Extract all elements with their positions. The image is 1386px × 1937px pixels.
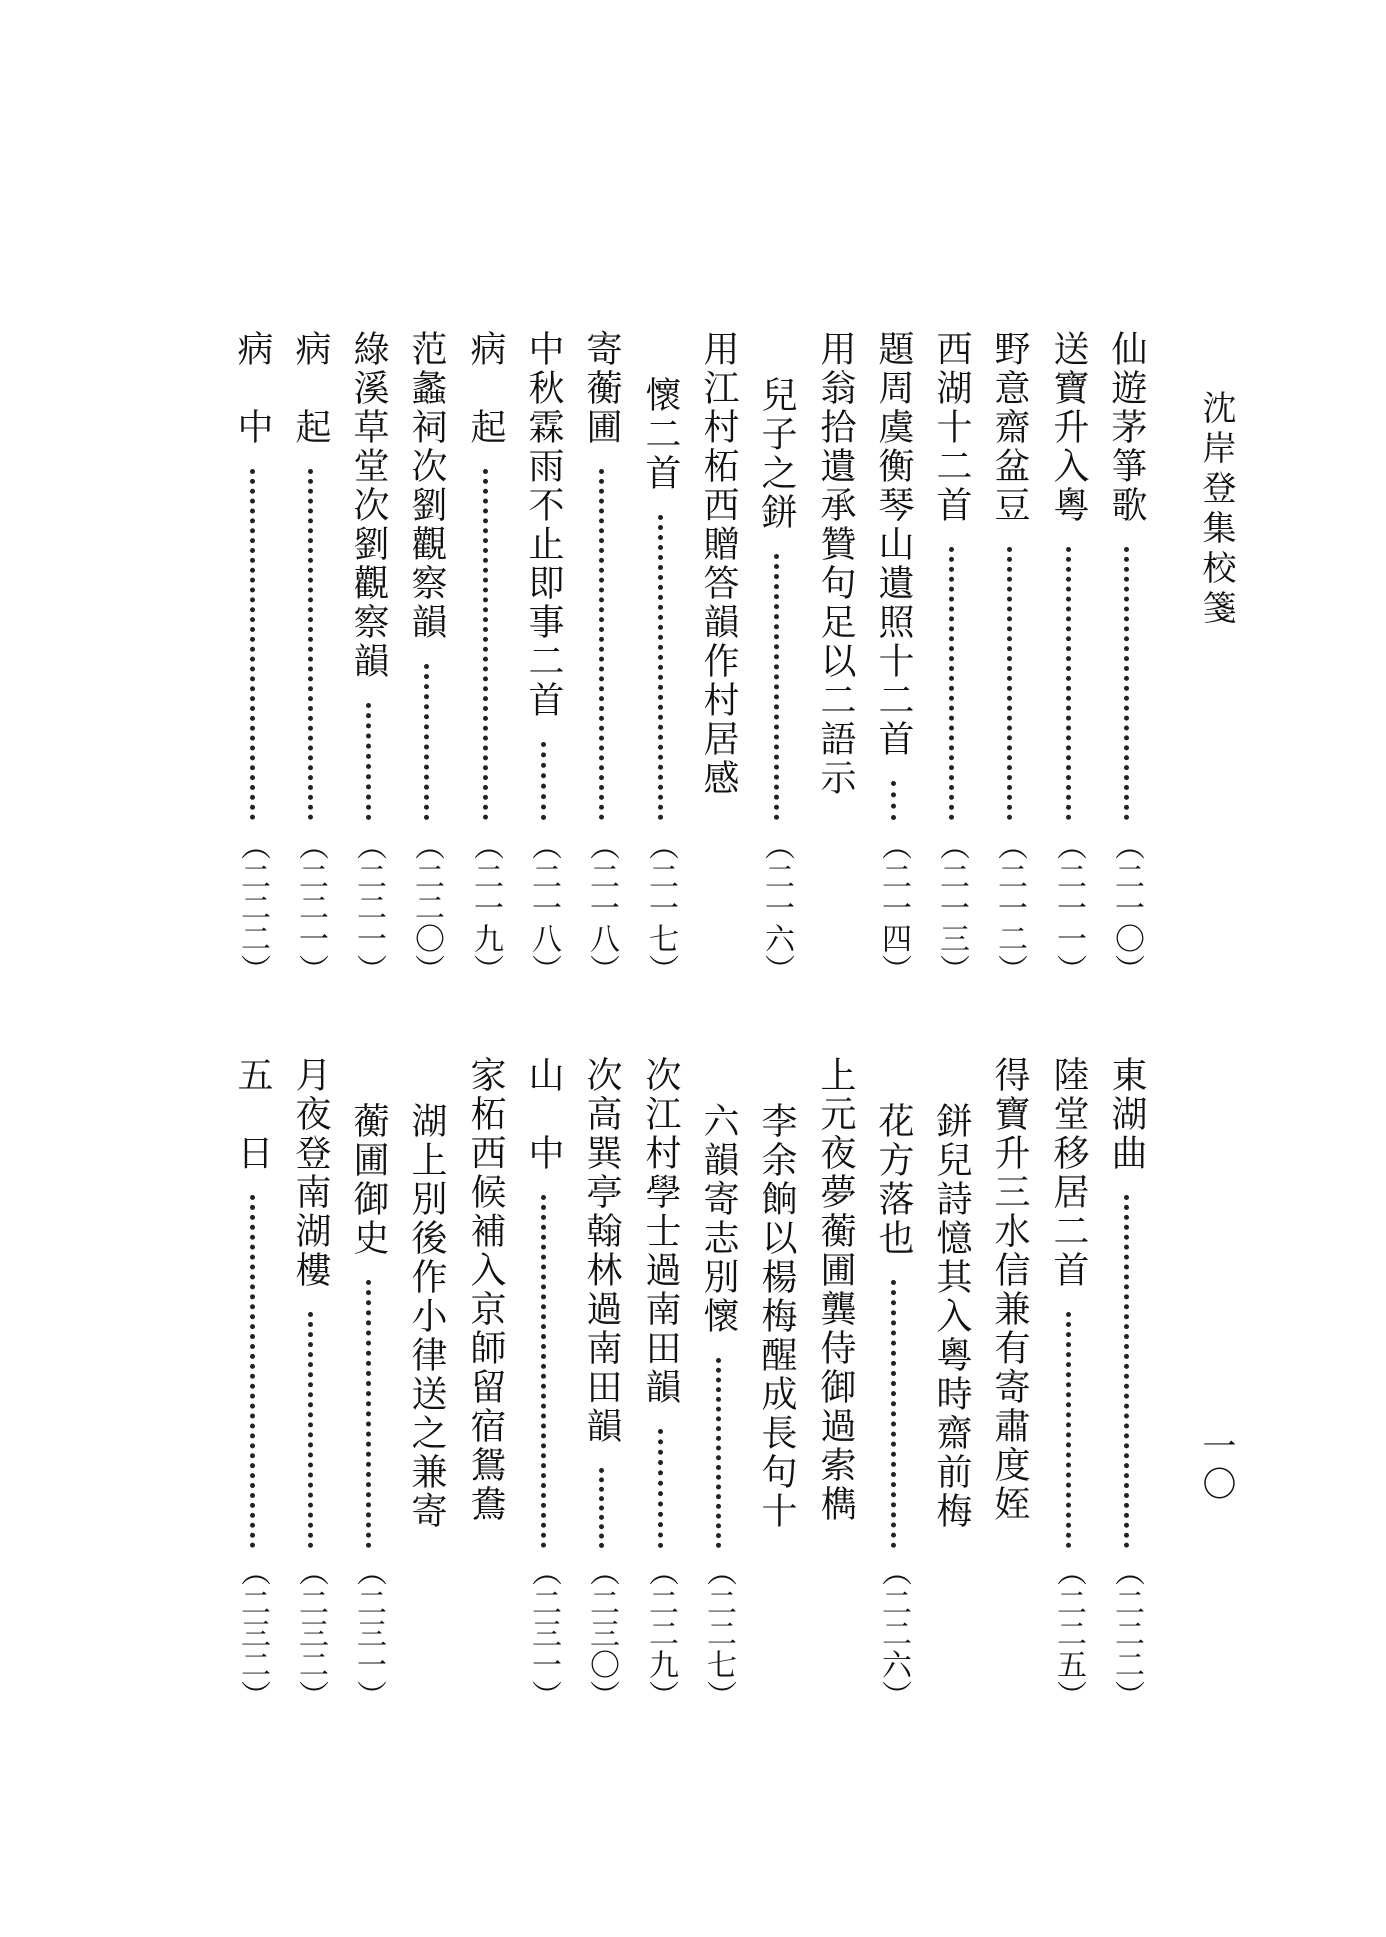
toc-entry	[340, 1056, 396, 1258]
toc-entry	[981, 1056, 1037, 1524]
toc-entry-title: 鉼兒詩憶其入粵時齋前梅	[931, 1102, 972, 1531]
toc-page-number: （二一六）	[759, 830, 794, 985]
toc-entry	[923, 330, 979, 525]
toc-entry-title: 仙遊茅箏歌	[1106, 330, 1147, 525]
toc-entry	[398, 330, 454, 642]
toc-page-number: （二二〇）	[409, 830, 444, 985]
toc-entry	[865, 1056, 921, 1258]
toc-leader-dots	[366, 1280, 422, 1548]
toc-entry-title: 陸堂移居二首	[1048, 1056, 1089, 1290]
toc-leader-dots	[541, 1195, 597, 1548]
toc-entry-title: 懷二首	[640, 376, 681, 493]
toc-entry	[1040, 330, 1096, 525]
toc-entry-title: 送寶升入粵	[1048, 330, 1089, 525]
toc-page-number: （二二五）	[1051, 1556, 1086, 1711]
toc-leader-dots	[1066, 547, 1122, 820]
toc-page-number: （二二九）	[643, 1556, 678, 1711]
toc-entry-title: 寄蘅圃	[581, 330, 622, 447]
toc-page-number: （二二一）	[351, 830, 386, 985]
toc-entry-title: 五 日	[232, 1056, 273, 1173]
toc-entry	[282, 330, 338, 447]
toc-entry	[457, 330, 513, 447]
toc-leader-dots	[949, 547, 1005, 820]
toc-entry	[748, 330, 804, 532]
toc-entry-title: 花方落也	[873, 1102, 914, 1258]
toc-leader-dots	[774, 554, 830, 820]
toc-leader-dots	[1066, 1312, 1122, 1548]
toc-page-number: （二一三）	[934, 830, 969, 985]
toc-entry-title: 得寶升三水信兼有寄肅度姪	[989, 1056, 1030, 1524]
toc-page-number: （二一七）	[643, 830, 678, 985]
toc-entry-title: 蘅圃御史	[348, 1102, 389, 1258]
toc-entry-title: 用翁拾遺承贊句足以二語示	[815, 330, 856, 798]
toc-page-number: （二一二）	[992, 830, 1027, 985]
toc-leader-dots	[891, 781, 947, 820]
toc-entry	[981, 330, 1037, 525]
toc-entry	[457, 1056, 513, 1524]
toc-entry	[573, 330, 629, 447]
toc-entry-title: 題周虞衡琴山遺照十二首	[873, 330, 914, 759]
toc-entry	[690, 1056, 746, 1336]
toc-entry	[515, 1056, 571, 1173]
toc-entry-title: 家柘西候補入京師留宿鴛鴦	[465, 1056, 506, 1524]
running-title: 沈岸登集校箋	[1196, 390, 1236, 630]
toc-leader-dots	[308, 469, 364, 820]
toc-entry-title: 西湖十二首	[931, 330, 972, 525]
toc-entry-title: 兒子之鉼	[756, 376, 797, 532]
toc-entry-title: 湖上別後作小律送之兼寄	[406, 1102, 447, 1531]
toc-leader-dots	[541, 742, 597, 820]
toc-entry-title: 六韻寄志別懷	[698, 1102, 739, 1336]
toc-page-number: （二一八）	[526, 830, 561, 985]
toc-entry-title: 月夜登南湖樓	[290, 1056, 331, 1290]
toc-page-number: （二二六）	[876, 1556, 911, 1711]
toc-leader-dots	[658, 515, 714, 820]
toc-entry	[1040, 1056, 1096, 1290]
toc-entry	[1098, 1056, 1154, 1173]
toc-entry-title: 東湖曲	[1106, 1056, 1147, 1173]
toc-leader-dots	[1007, 547, 1063, 820]
toc-entry-title: 李余餉以楊梅醒成長句十	[756, 1102, 797, 1531]
toc-page-number: （二三一）	[526, 1556, 561, 1711]
toc-leader-dots	[424, 664, 480, 820]
toc-entry	[224, 330, 280, 447]
toc-leader-dots	[1124, 1195, 1180, 1548]
toc-leader-dots	[891, 1280, 947, 1548]
toc-entry-title: 次江村學士過南田韻	[640, 1056, 681, 1407]
toc-page-number: （二二一）	[293, 830, 328, 985]
toc-leader-dots	[483, 469, 539, 820]
toc-leader-dots	[599, 1468, 655, 1548]
toc-entry	[1098, 330, 1154, 525]
toc-leader-dots	[599, 469, 655, 820]
toc-entry	[224, 1056, 280, 1173]
toc-entry-title: 范蠡祠次劉觀察韻	[406, 330, 447, 642]
toc-leader-dots	[366, 703, 422, 820]
toc-page-number: （二三一）	[351, 1556, 386, 1711]
toc-page-number: （二二二）	[1109, 1556, 1144, 1711]
toc-page-number: （二二七）	[701, 1556, 736, 1711]
toc-entry	[865, 330, 921, 759]
toc-page-number: （二三〇）	[584, 1556, 619, 1711]
toc-entry-title: 次高巽亭翰林過南田韻	[581, 1056, 622, 1446]
toc-page-number: （二三二）	[235, 1556, 270, 1711]
toc-leader-dots	[250, 1195, 306, 1548]
toc-entry-title: 用江村柘西贈答韻作村居感	[698, 330, 739, 798]
page-number: 一〇	[1196, 1428, 1236, 1504]
toc-entry-title: 病 起	[465, 330, 506, 447]
toc-page-number: （二二二）	[235, 830, 270, 985]
toc-entry	[632, 1056, 688, 1407]
toc-leader-dots	[1124, 547, 1180, 820]
toc-page-number: （二一八）	[584, 830, 619, 985]
toc-leader-dots	[716, 1358, 772, 1548]
toc-page-number: （二三二）	[293, 1556, 328, 1711]
toc-page-number: （二一九）	[468, 830, 503, 985]
toc-leader-dots	[308, 1312, 364, 1548]
toc-entry-title: 中秋霖雨不止即事二首	[523, 330, 564, 720]
toc-page-number: （二一〇）	[1109, 830, 1144, 985]
toc-entry-title: 上元夜夢蘅圃龔侍御過索檇	[815, 1056, 856, 1524]
toc-page-number: （二一四）	[876, 830, 911, 985]
toc-entry-title: 野意齋盆豆	[989, 330, 1030, 525]
toc-entry-title: 綠溪草堂次劉觀察韻	[348, 330, 389, 681]
toc-leader-dots	[658, 1429, 714, 1548]
toc-entry-title: 山 中	[523, 1056, 564, 1173]
toc-entry-title: 病 起	[290, 330, 331, 447]
toc-entry	[807, 1056, 863, 1524]
toc-leader-dots	[250, 469, 306, 820]
toc-entry-title: 病 中	[232, 330, 273, 447]
toc-page-number: （二一一）	[1051, 830, 1086, 985]
